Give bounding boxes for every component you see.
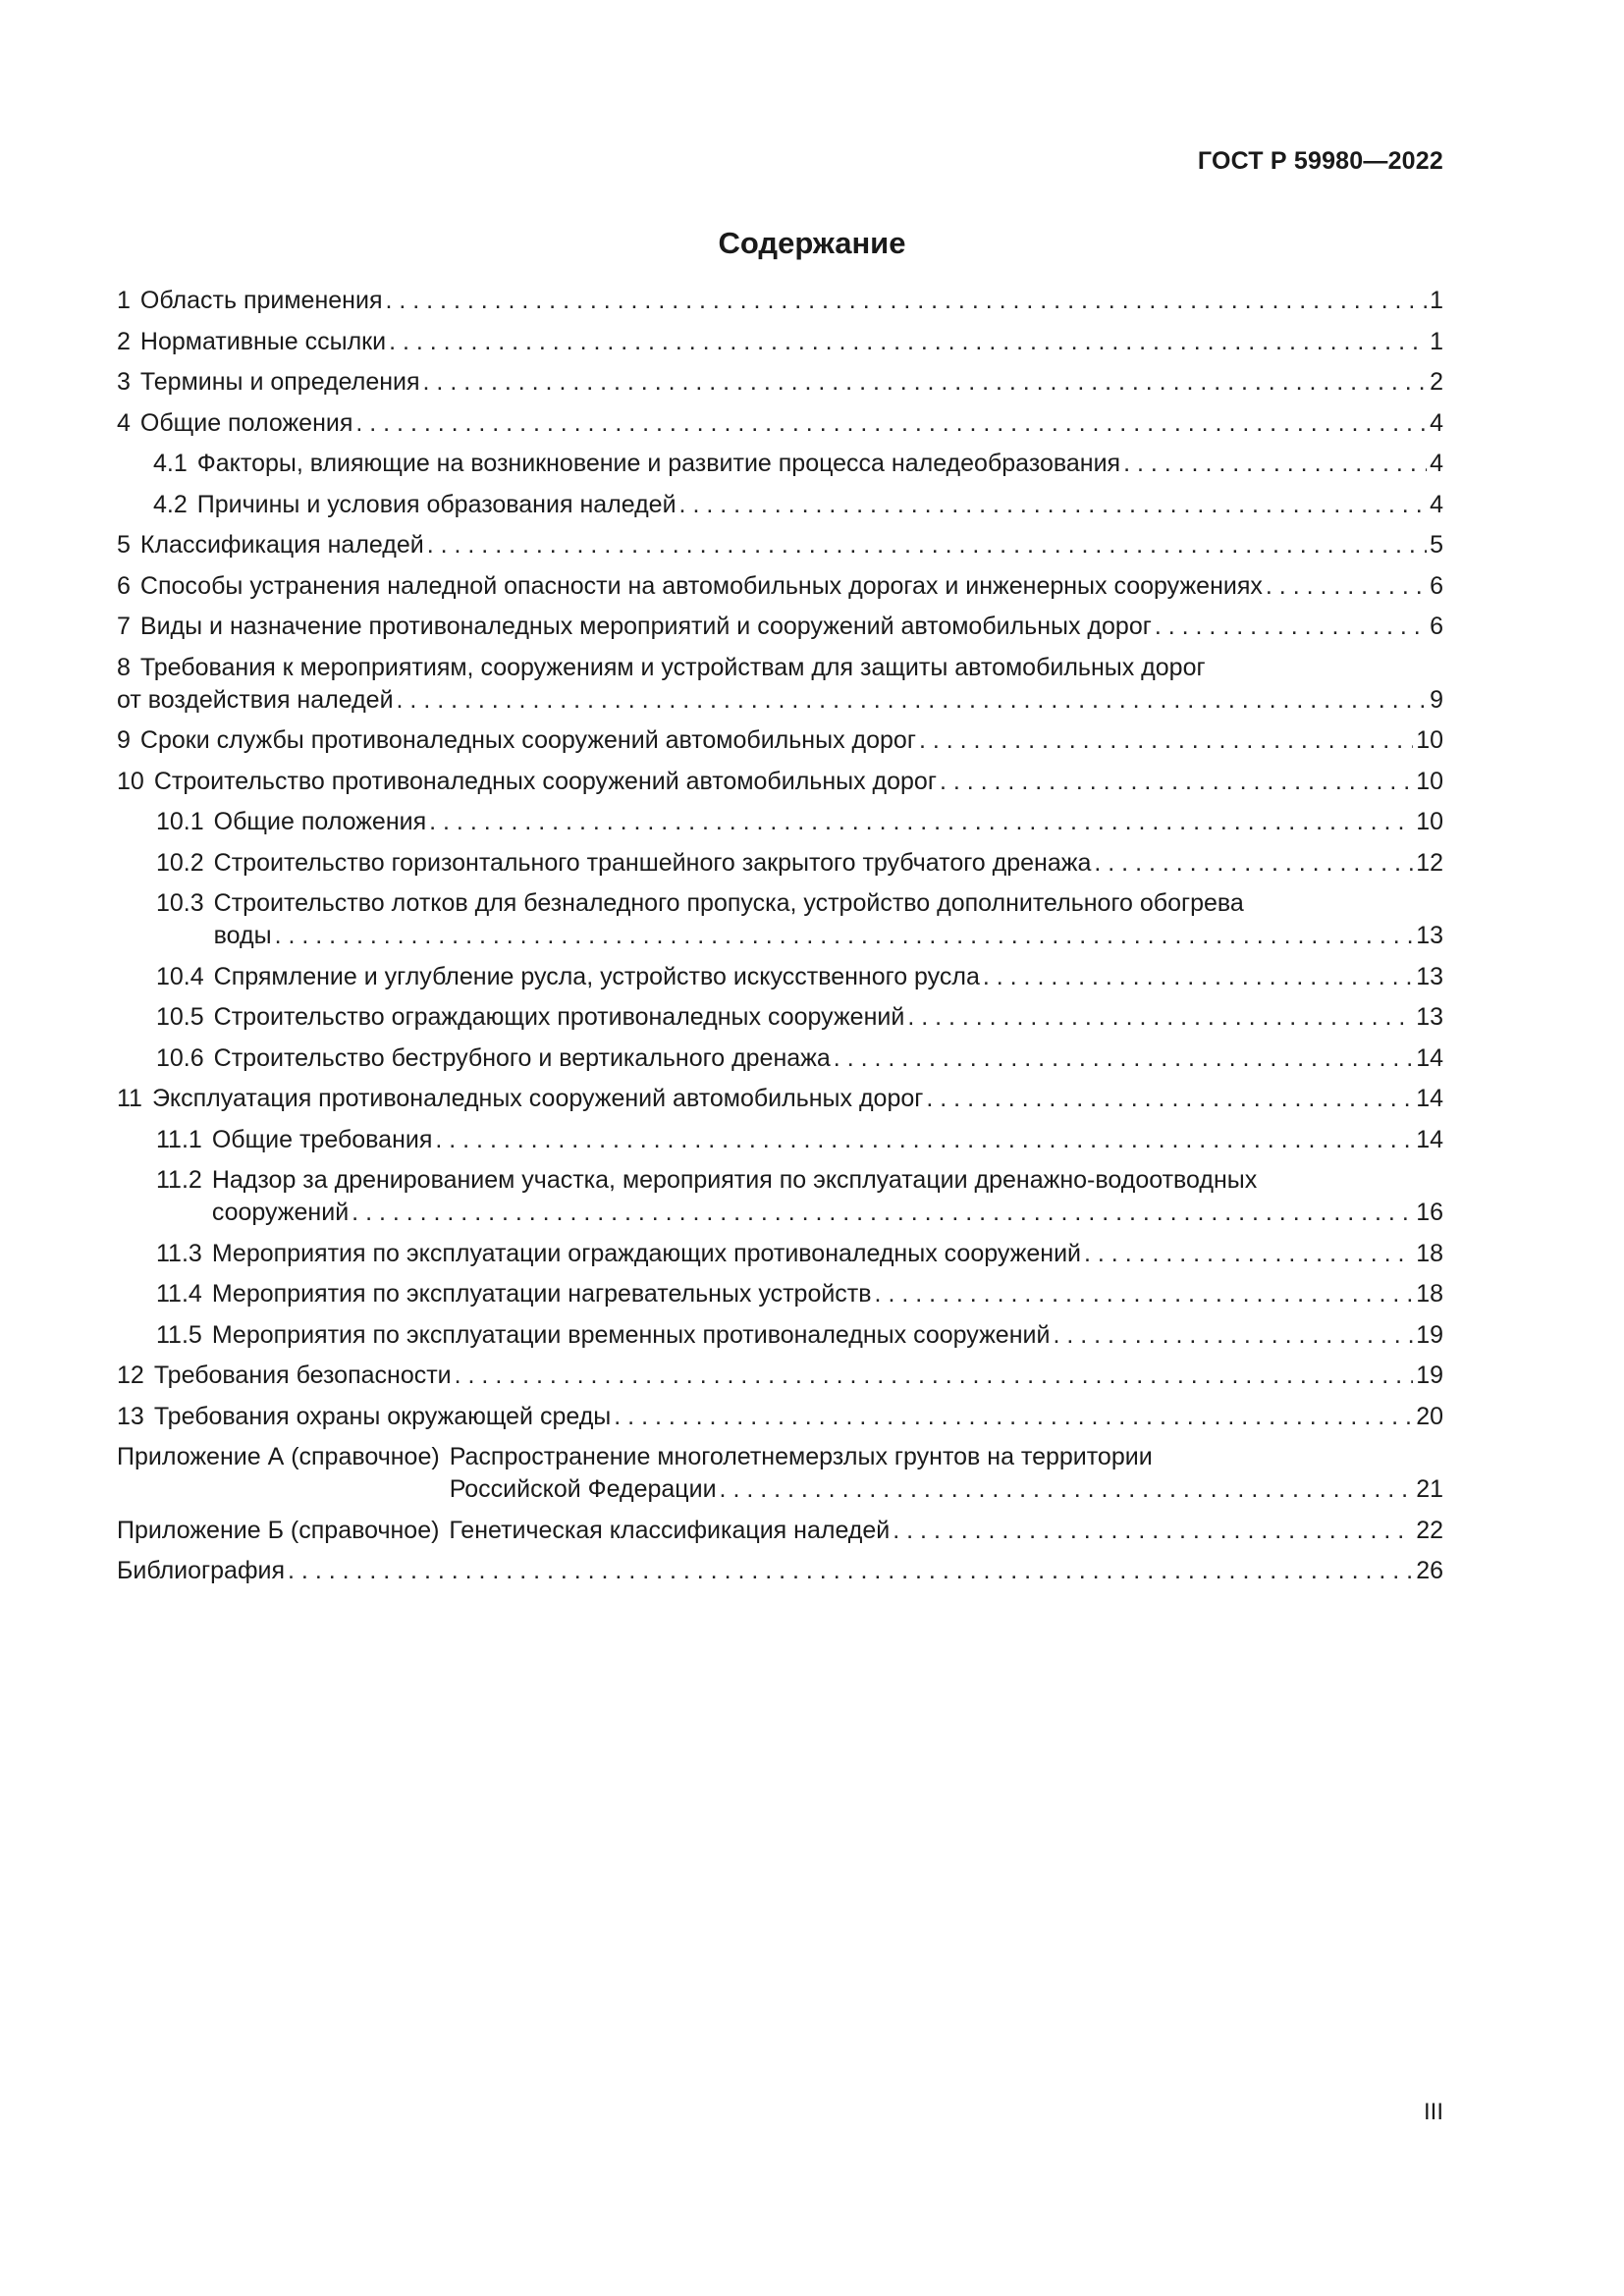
dot-leader [1094,847,1413,880]
toc-entry[interactable] [117,285,1443,317]
toc-entry-page: 1 [1430,287,1443,314]
toc-entry-number: 10.5 [156,1003,204,1031]
toc-entry[interactable] [117,326,1443,358]
toc-entry-page: 1 [1430,327,1443,355]
toc-entry-page: 19 [1416,1362,1443,1389]
dot-leader [427,529,1427,561]
toc-entry-title: Строительство горизонтального траншейного закрытого трубчатого дренажа [213,848,1092,877]
toc-entry[interactable] [117,448,1443,480]
toc-entry-number: 2 [117,327,131,355]
toc-entry-page: 10 [1416,808,1443,835]
toc-entry-number: 3 [117,368,131,396]
toc-entry[interactable] [117,489,1443,521]
toc-entry-number: 11.1 [156,1125,202,1153]
toc-entry-number: Приложение Б (справочное) [117,1516,440,1544]
dot-leader [275,920,1414,952]
toc-entry-number: 10 [117,767,144,795]
toc-entry-title: Причины и условия образования наледей [196,490,677,518]
toc-entry-continuation [117,684,1443,717]
toc-entry[interactable] [117,407,1443,440]
toc-entry-page: 6 [1430,571,1443,600]
toc-entry-page: 26 [1416,1557,1443,1584]
toc-entry-number: 11.5 [156,1320,202,1349]
toc-entry-page: 19 [1416,1320,1443,1349]
dot-leader [288,1555,1413,1587]
toc-entry-number: 11 [117,1085,142,1112]
dot-leader [614,1401,1413,1433]
dot-leader [919,724,1413,757]
toc-entry[interactable] [117,570,1443,603]
toc-entry-page: 14 [1416,1125,1443,1153]
toc-entry-title: Требования безопасности [153,1362,452,1389]
toc-entry-number: 10.3 [156,889,204,917]
toc-entry-continuation [156,1197,1443,1229]
toc-entry-page: 21 [1416,1475,1443,1503]
dot-leader [429,806,1413,838]
table-of-contents [117,285,1443,1596]
toc-entry-title-continued: Российской Федерации [449,1475,717,1503]
toc-entry-continuation [156,920,1443,952]
dot-leader [679,489,1428,521]
toc-entry-page: 13 [1416,922,1443,949]
toc-entry-number: 12 [117,1362,144,1389]
toc-entry-number: 4.1 [153,450,188,477]
toc-entry-title: Эксплуатация противоналедных сооружений автомобильных дорог [151,1085,924,1112]
toc-entry-page: 12 [1416,848,1443,877]
dot-leader [385,285,1427,317]
toc-entry[interactable] [117,961,1443,993]
toc-entry-title: Мероприятия по эксплуатации временных противоналедных сооружений [211,1320,1051,1349]
toc-entry-page: 18 [1416,1280,1443,1308]
toc-entry-page: 13 [1416,962,1443,990]
toc-entry[interactable] [117,1555,1443,1587]
toc-entry-title: Термины и определения [139,368,420,396]
toc-entry[interactable] [117,1042,1443,1075]
toc-entry-number: 6 [117,571,131,600]
dot-leader [435,1124,1413,1156]
toc-entry-page: 4 [1430,408,1443,437]
toc-entry-title: Надзор за дренированием участка, мероприятия по эксплуатации дренажно-водоотводных [211,1166,1258,1194]
toc-entry[interactable] [117,1515,1443,1547]
toc-entry-title: Строительство беструбного и вертикального дренажа [213,1043,831,1072]
toc-entry-page: 14 [1416,1043,1443,1072]
toc-entry[interactable] [117,847,1443,880]
toc-entry-title: Классификация наледей [139,531,424,559]
toc-entry-number: 11.3 [156,1239,202,1267]
toc-entry[interactable] [117,652,1443,717]
toc-entry-page: 16 [1416,1199,1443,1226]
toc-entry[interactable] [117,1124,1443,1156]
toc-entry-number: 5 [117,531,131,559]
toc-entry[interactable] [117,887,1443,952]
dot-leader [389,326,1427,358]
toc-entry-title-continued: сооружений [211,1199,350,1226]
dot-leader [907,1001,1413,1034]
toc-entry-number: 10.2 [156,848,204,877]
toc-entry-page: 9 [1430,685,1443,714]
toc-entry-page: 4 [1430,450,1443,477]
toc-entry-title: Строительство противоналедных сооружений автомобильных дорог [153,767,937,795]
dot-leader [1084,1238,1413,1270]
dot-leader [397,684,1428,717]
toc-entry-number: 10.6 [156,1043,204,1072]
toc-entry[interactable] [117,1441,1443,1506]
dot-leader [423,366,1428,399]
toc-entry-number: 7 [117,613,131,640]
toc-entry-title: Общие положения [139,408,353,437]
toc-entry-number: 9 [117,726,131,754]
toc-entry-number: 11.4 [156,1280,202,1308]
dot-leader [1123,448,1427,480]
toc-entry-title: Мероприятия по эксплуатации нагревательных устройств [211,1280,872,1308]
dot-leader [983,961,1413,993]
toc-entry[interactable] [117,724,1443,757]
dot-leader [875,1278,1414,1310]
toc-entry[interactable] [117,1319,1443,1352]
toc-entry-number: 4.2 [153,490,188,518]
toc-entry[interactable] [117,1164,1443,1229]
toc-entry-page: 10 [1416,726,1443,754]
toc-title: Содержание [718,226,906,260]
toc-entry-page: 13 [1416,1003,1443,1031]
dot-leader [893,1515,1413,1547]
dot-leader [926,1083,1413,1115]
toc-entry-title: Строительство лотков для безналедного пропуска, устройство дополнительного обогрева [213,889,1244,917]
toc-entry-number: 10.1 [156,808,204,835]
toc-entry[interactable] [117,806,1443,838]
toc-entry[interactable] [117,766,1443,798]
toc-entry[interactable] [117,529,1443,561]
toc-entry[interactable] [117,1238,1443,1270]
toc-entry-number: 4 [117,408,131,437]
dot-leader [940,766,1413,798]
toc-entry-title: Мероприятия по эксплуатации ограждающих противоналедных сооружений [211,1239,1082,1267]
toc-entry[interactable] [117,1001,1443,1034]
toc-entry-title-continued: от воздействия наледей [117,685,394,714]
toc-entry-number: 1 [117,287,131,314]
toc-entry-title: Общие положения [213,808,427,835]
toc-entry-title: Библиография [117,1557,286,1584]
toc-entry[interactable] [117,366,1443,399]
toc-entry-page: 4 [1430,490,1443,518]
dot-leader [1266,570,1427,603]
toc-entry-page: 2 [1430,368,1443,396]
dot-leader [355,407,1427,440]
toc-entry-number: 8 [117,653,131,681]
toc-entry-page: 20 [1416,1402,1443,1430]
page-number: III [1423,2099,1443,2125]
toc-entry[interactable] [117,1401,1443,1433]
toc-entry-title: Область применения [139,287,383,314]
toc-entry-number: 13 [117,1402,144,1430]
toc-entry-title: Спрямление и углубление русла, устройство искусственного русла [213,962,980,990]
toc-entry-title: Генетическая классификация наледей [449,1516,891,1544]
toc-entry-page: 6 [1430,613,1443,640]
toc-entry[interactable] [117,611,1443,643]
toc-entry-page: 18 [1416,1239,1443,1267]
toc-entry-title: Факторы, влияющие на возникновение и развитие процесса наледеобразования [196,450,1121,477]
toc-entry-title: Нормативные ссылки [139,327,387,355]
dot-leader [1053,1319,1413,1352]
toc-entry-title: Общие требования [211,1125,433,1153]
dot-leader [455,1360,1414,1392]
toc-entry-title: Способы устранения наледной опасности на автомобильных дорогах и инженерных сооружениях [139,571,1263,600]
toc-entry-title: Требования охраны окружающей среды [153,1402,612,1430]
toc-entry-page: 14 [1416,1085,1443,1112]
toc-entry-title: Требования к мероприятиям, сооружениям и устройствам для защиты автомобильных дорог [139,653,1206,681]
toc-entry-number: 11.2 [156,1166,202,1194]
toc-entry-title: Сроки службы противоналедных сооружений автомобильных дорог [139,726,916,754]
dot-leader [834,1042,1413,1075]
toc-entry-page: 22 [1416,1516,1443,1544]
toc-entry-title: Строительство ограждающих противоналедных сооружений [213,1003,905,1031]
toc-entry-title: Виды и назначение противоналедных мероприятий и сооружений автомобильных дорог [139,613,1152,640]
toc-entry[interactable] [117,1278,1443,1310]
toc-entry-number: 10.4 [156,962,204,990]
toc-entry-continuation [117,1473,1443,1506]
document-code: ГОСТ Р 59980—2022 [1197,147,1443,175]
dot-leader [720,1473,1414,1506]
toc-entry-page: 5 [1430,531,1443,559]
toc-entry-title-continued: воды [213,922,272,949]
dot-leader [352,1197,1413,1229]
dot-leader [1155,611,1427,643]
toc-entry-title: Распространение многолетнемерзлых грунтов на территории [449,1443,1153,1470]
toc-entry-number: Приложение А (справочное) [117,1443,440,1470]
toc-entry-page: 10 [1416,767,1443,795]
toc-entry[interactable] [117,1083,1443,1115]
toc-entry[interactable] [117,1360,1443,1392]
